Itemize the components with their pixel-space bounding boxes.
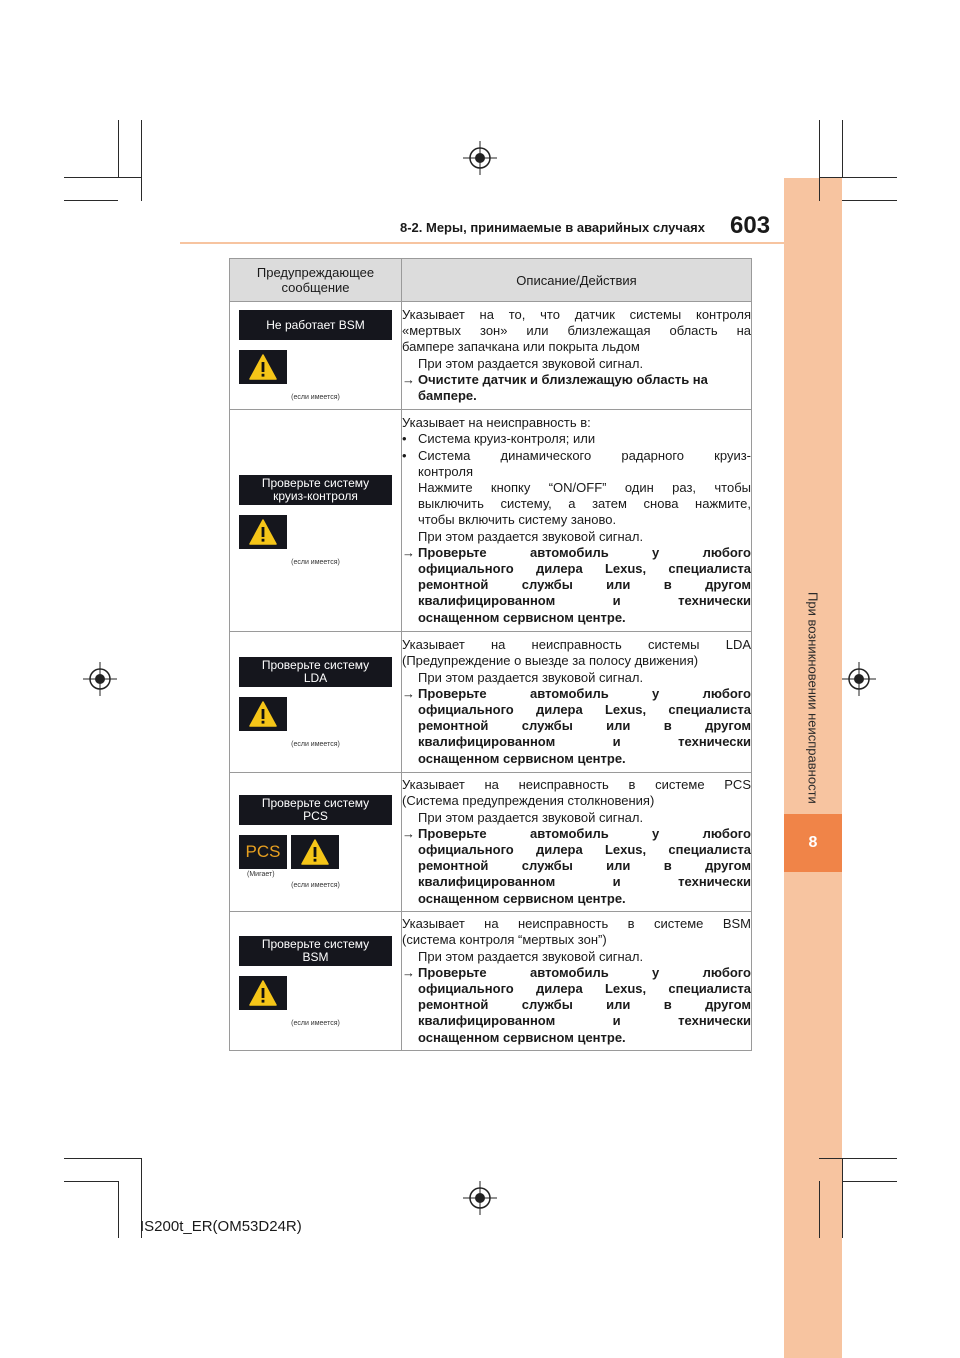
column-header: Предупреждающее сообщение (230, 259, 402, 302)
sound-note: При этом раздается звуковой сигнал. (418, 355, 644, 371)
action-line: официального дилера Lexus, специалиста (418, 702, 751, 717)
chapter-title: При возникновении неисправности (805, 592, 821, 804)
crop-mark (842, 1158, 843, 1238)
description-cell (402, 632, 752, 773)
action-block (402, 826, 751, 907)
table-row (230, 410, 752, 632)
arrow-icon: → (402, 371, 415, 387)
action-line: ремонтной службы или в другом (418, 997, 751, 1013)
warning-messages-table (229, 258, 752, 1051)
action-line: Проверьте автомобиль у любого (418, 964, 751, 980)
crop-mark (64, 177, 142, 178)
crop-mark (842, 200, 897, 201)
warning-image-cell (230, 302, 402, 410)
crop-mark (842, 120, 843, 178)
table-row (230, 632, 752, 773)
availability-note: (если имеется) (291, 882, 340, 889)
description-line: (Предупреждение о выезде за полосу движения) (402, 653, 699, 669)
description-line: Указывает на неисправность в: (402, 415, 591, 431)
bullet-text: контроля (418, 463, 473, 479)
table-header-row (230, 259, 752, 302)
display-message: Проверьте систему круиз-контроля (239, 475, 392, 505)
action-line: официального дилера Lexus, специалиста (418, 842, 751, 857)
crop-mark (819, 177, 897, 178)
warning-image-cell (230, 912, 402, 1051)
registration-mark-icon (842, 662, 876, 696)
action-block (402, 545, 751, 626)
arrow-icon: → (402, 544, 415, 560)
warning-image-cell (230, 773, 402, 912)
action-line: квалифицированном и технически (418, 734, 751, 750)
description-line: Указывает на неисправность в системе PCS (402, 777, 751, 793)
warning-triangle-icon (239, 350, 287, 384)
availability-note: (если имеется) (291, 740, 340, 748)
crop-mark (64, 1181, 118, 1182)
bullet-item: • Система динамического радарного круиз- контроля (402, 447, 751, 479)
warning-triangle-icon (239, 976, 287, 1010)
action-block (402, 965, 751, 1046)
section-title: 8-2. Меры, принимаемые в аварийных случаях (399, 220, 705, 235)
display-message: Проверьте систему PCS (239, 795, 392, 825)
action-line: оснащенном сервисном центре. (418, 1029, 626, 1045)
registration-mark-icon (463, 1181, 497, 1215)
crop-mark (819, 120, 820, 201)
arrow-icon: → (402, 964, 415, 980)
warning-triangle-icon (239, 515, 287, 549)
action-block (402, 372, 751, 404)
arrow-icon: → (402, 825, 415, 841)
action-line: квалифицированном и технически (418, 593, 751, 609)
display-message: Проверьте систему LDA (239, 657, 392, 687)
crop-mark (842, 1181, 897, 1182)
description-cell (402, 912, 752, 1051)
column-header: Описание/Действия (402, 259, 752, 302)
action-line: Проверьте автомобиль у любого (418, 825, 751, 841)
page-number: 603 (730, 212, 771, 239)
warning-triangle-icon (239, 697, 287, 731)
description-line: бампере запачкана или покрыта льдом (402, 339, 640, 355)
warning-image-cell (230, 410, 402, 632)
description-line: (система контроля “мертвых зон”) (402, 932, 607, 948)
description-line: (Система предупреждения столкновения) (402, 793, 655, 809)
header-rule (180, 242, 784, 244)
crop-mark (64, 200, 118, 201)
display-message: Проверьте систему BSM (239, 936, 392, 966)
sound-note: При этом раздается звуковой сигнал. (418, 528, 644, 544)
action-block (402, 686, 751, 767)
crop-mark (141, 120, 142, 201)
crop-mark (118, 120, 119, 178)
description-line: Указывает на неисправность в системе BSM (402, 916, 751, 932)
action-line: ремонтной службы или в другом (418, 858, 751, 874)
crop-mark (118, 1181, 119, 1238)
action-line: оснащенном сервисном центре. (418, 750, 626, 766)
display-message: Не работает BSM (239, 310, 392, 340)
pcs-warning-icon: PCS (239, 835, 287, 869)
crop-mark (819, 1181, 820, 1238)
availability-note: (если имеется) (291, 394, 340, 401)
action-line: Проверьте автомобиль у любого (418, 685, 751, 701)
description-line: Указывает на неисправность системы LDA (402, 637, 751, 653)
instruction-line: Нажмите кнопку “ON/OFF” один раз, чтобы (418, 479, 751, 495)
registration-mark-icon (463, 141, 497, 175)
instruction-line: выключить систему, а затем снова нажмите, (418, 496, 751, 512)
description-cell (402, 302, 752, 410)
action-line: оснащенном сервисном центре. (418, 609, 626, 625)
instruction-line: чтобы включить систему заново. (418, 512, 617, 528)
action-line: бампере. (418, 387, 477, 403)
description-line: Указывает на то, что датчик системы контроля (402, 306, 751, 322)
bullet-text: Система динамического радарного круиз- (418, 447, 751, 463)
action-line: квалифицированном и технически (418, 874, 751, 890)
registration-mark-icon (83, 662, 117, 696)
warning-triangle-icon (291, 835, 339, 869)
action-line: оснащенном сервисном центре. (418, 890, 626, 906)
bullet-text: Система круиз-контроля; или (418, 431, 596, 447)
table-row (230, 302, 752, 410)
availability-note: (если имеется) (291, 1019, 340, 1027)
crop-mark (64, 1158, 142, 1159)
description-cell (402, 410, 752, 632)
flashing-note: (Мигает) (247, 871, 275, 878)
action-line: ремонтной службы или в другом (418, 577, 751, 593)
description-cell (402, 773, 752, 912)
action-line: квалифицированном и технически (418, 1013, 751, 1029)
sound-note: При этом раздается звуковой сигнал. (418, 809, 644, 825)
sound-note: При этом раздается звуковой сигнал. (418, 948, 644, 964)
document-code: IS200t_ER(OM53D24R) (140, 1218, 302, 1235)
availability-note: (если имеется) (291, 559, 340, 566)
description-line: «мертвых зон» или близлежащая область на (402, 323, 751, 339)
arrow-icon: → (402, 685, 415, 701)
action-line: официального дилера Lexus, специалиста (418, 561, 751, 576)
crop-mark (819, 1158, 897, 1159)
table-row (230, 912, 752, 1051)
table-row (230, 773, 752, 912)
warning-image-cell (230, 632, 402, 773)
action-line: Очистите датчик и близлежащую область на (418, 371, 708, 387)
action-line: ремонтной службы или в другом (418, 718, 751, 734)
action-line: официального дилера Lexus, специалиста (418, 981, 751, 996)
sound-note: При этом раздается звуковой сигнал. (418, 669, 644, 685)
chapter-number: 8 (784, 814, 842, 872)
action-line: Проверьте автомобиль у любого (418, 544, 751, 560)
bullet-item: • Система круиз-контроля; или (402, 431, 596, 447)
